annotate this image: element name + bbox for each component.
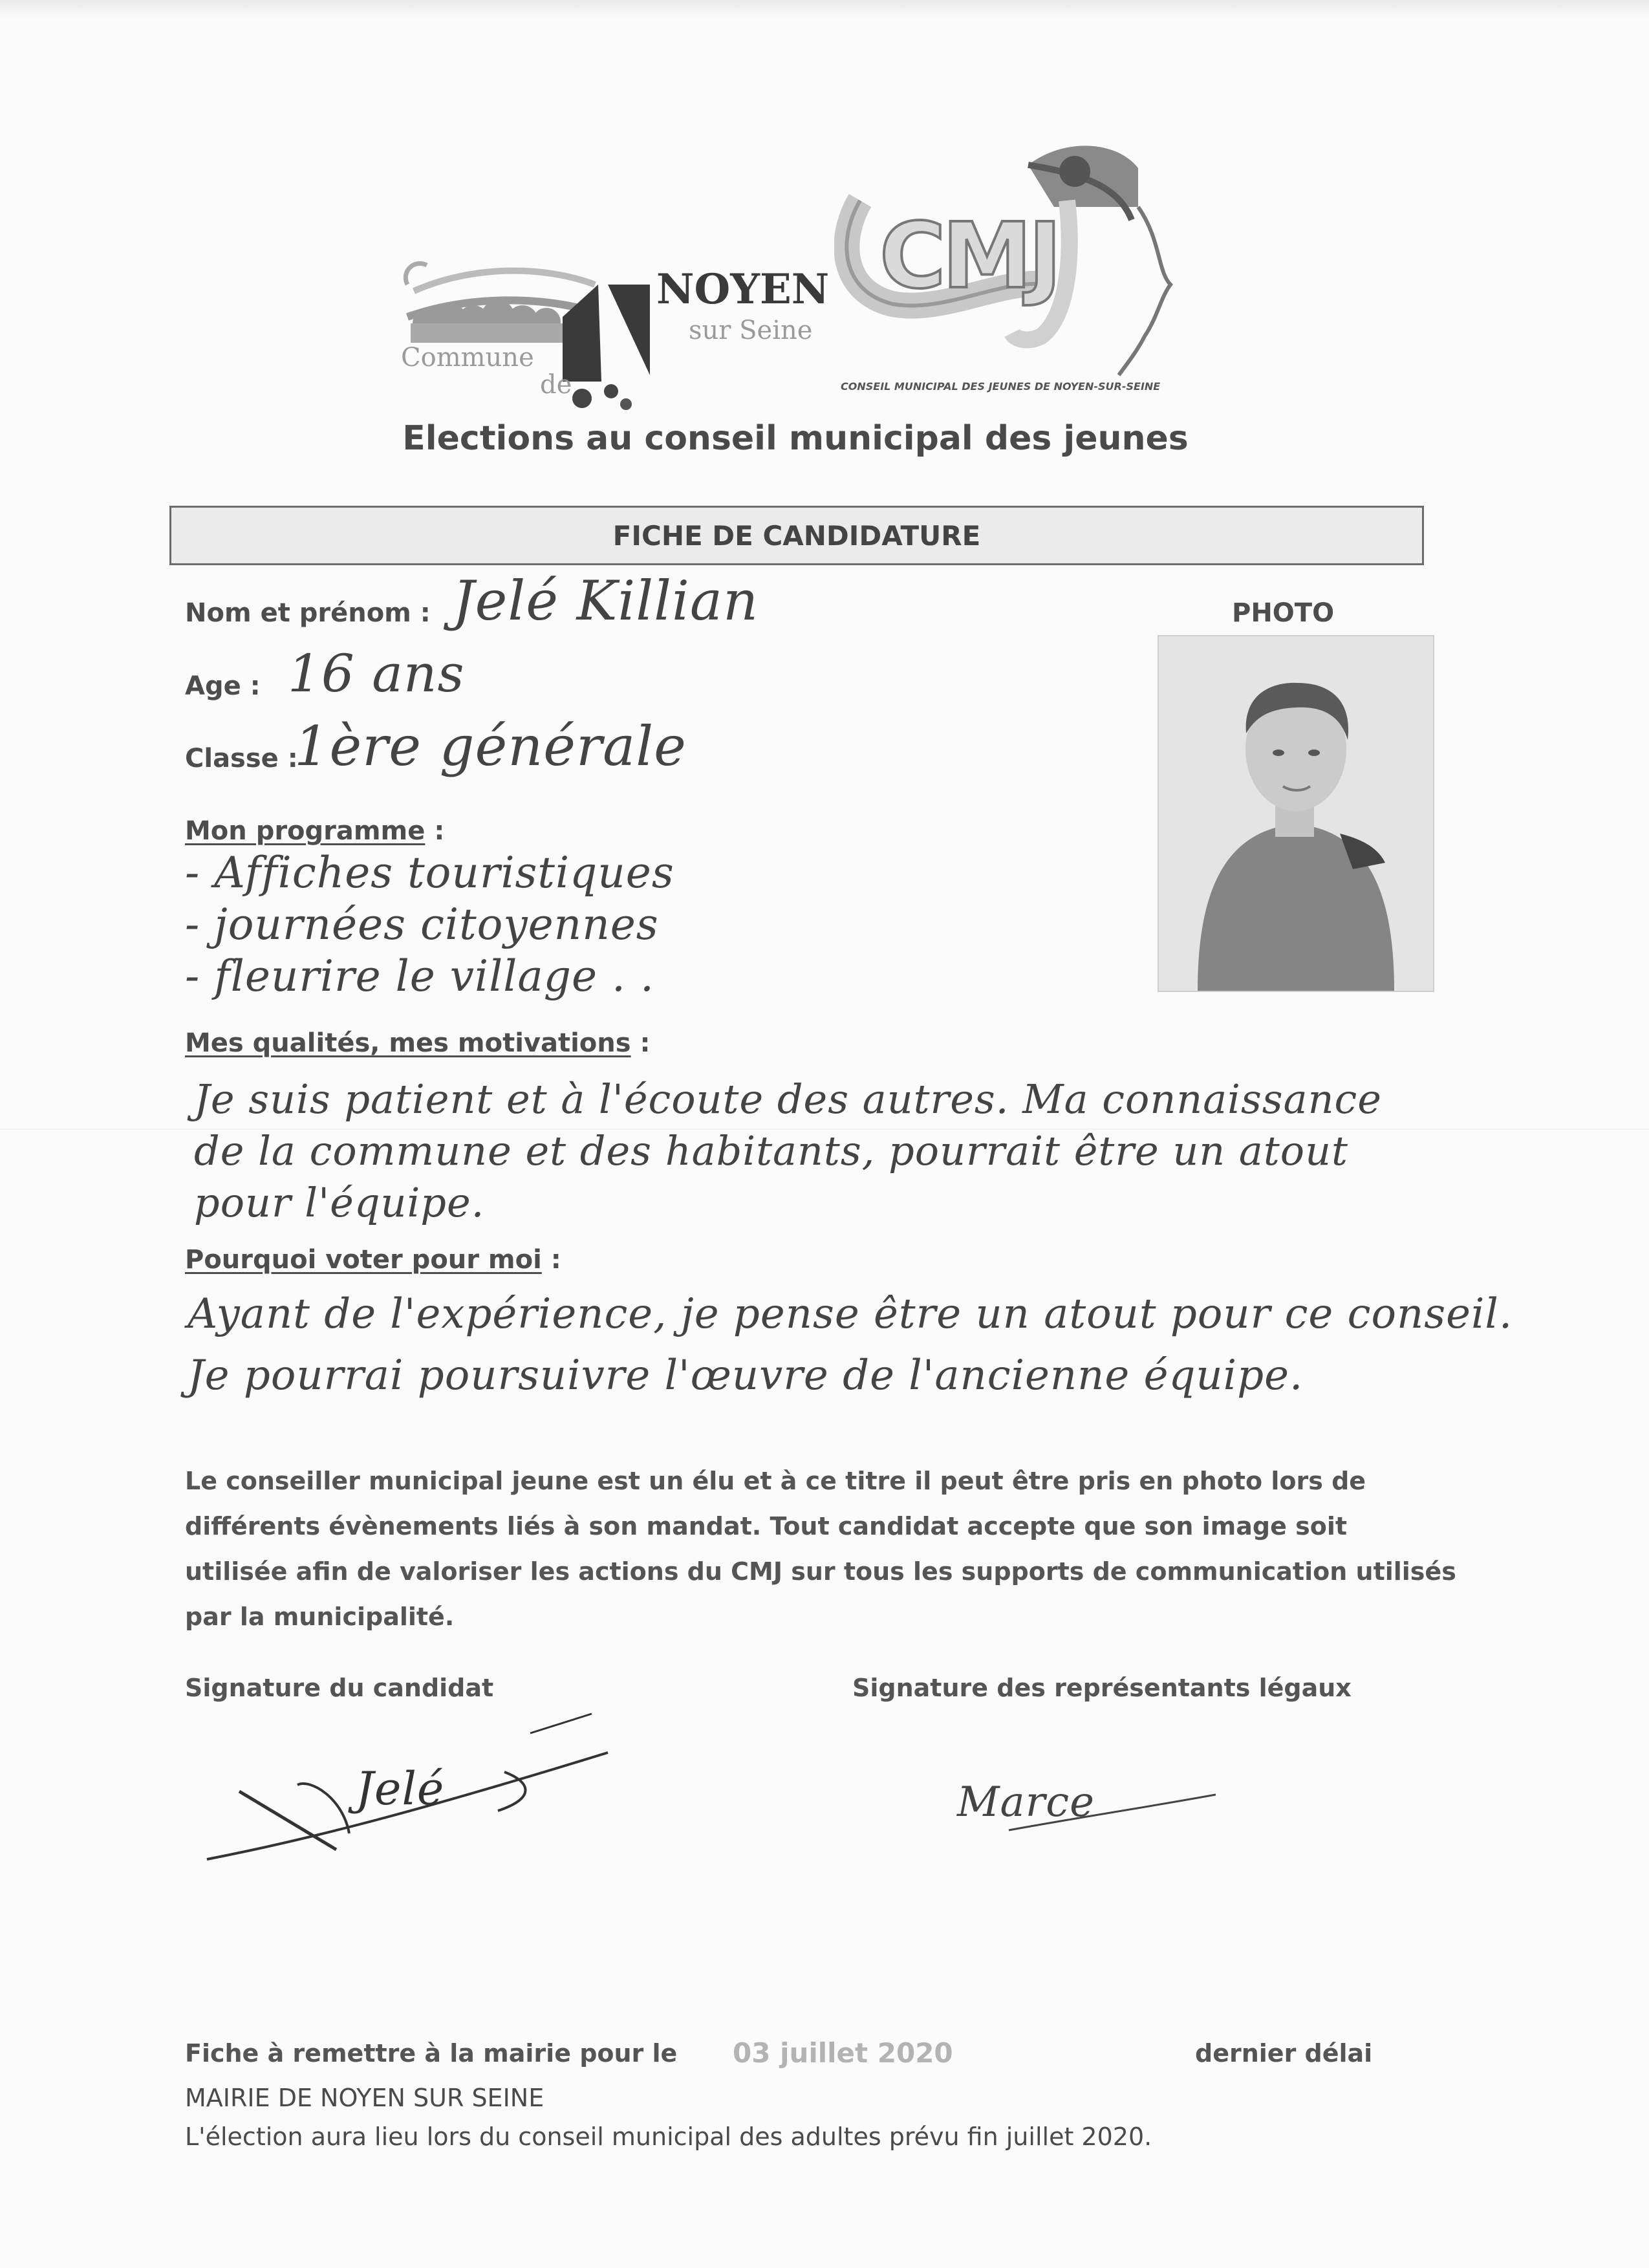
why-label: Pourquoi voter pour moi — [185, 1245, 542, 1275]
cmj-logo — [834, 129, 1196, 414]
candidate-photo-portrait — [1159, 636, 1433, 991]
program-colon: : — [434, 816, 445, 846]
notice-line: Le conseiller municipal jeune est un élu et à ce titre il peut être pris en photo lors de — [185, 1467, 1366, 1495]
name-value: Jelé Killian — [453, 569, 759, 632]
notice-line: utilisée afin de valoriser les actions du CMJ sur tous les supports de communication utilisés — [185, 1557, 1456, 1586]
candidate-photo — [1158, 635, 1434, 992]
qualities-line: Je suis patient et à l'écoute des autres. Ma connaissance — [194, 1075, 1382, 1123]
program-item: - journées citoyennes — [185, 900, 659, 949]
qualities-line: pour l'équipe. — [194, 1179, 485, 1226]
commune-logo-sur-seine: sur Seine — [689, 316, 813, 345]
form-title-box — [169, 506, 1424, 565]
commune-logo-de: de — [540, 370, 572, 400]
cmj-logo-tagline: CONSEIL MUNICIPAL DES JEUNES DE NOYEN-SUR-SEINE — [841, 380, 1161, 393]
class-label: Classe : — [185, 744, 298, 773]
class-value: 1ère générale — [294, 715, 687, 778]
why-heading — [185, 1245, 561, 1275]
qualities-label: Mes qualités, mes motivations — [185, 1028, 631, 1058]
qualities-text — [194, 1074, 1382, 1229]
image-rights-notice — [185, 1458, 1456, 1639]
deadline-date: 03 juillet 2020 — [733, 2037, 953, 2069]
name-label: Nom et prénom : — [185, 598, 431, 628]
program-label: Mon programme — [185, 816, 426, 846]
deadline-suffix: dernier délai — [1195, 2039, 1373, 2068]
legal-signature-label: Signature des représentants légaux — [852, 1674, 1352, 1702]
qualities-colon: : — [640, 1028, 651, 1058]
why-colon: : — [550, 1245, 561, 1275]
notice-line: par la municipalité. — [185, 1603, 455, 1631]
age-label: Age : — [185, 671, 261, 701]
candidate-signature-text: Jelé — [356, 1762, 445, 1815]
why-line: Je pourrai poursuivre l'œuvre de l'ancienne équipe. — [188, 1352, 1304, 1399]
candidate-signature-label: Signature du candidat — [185, 1674, 494, 1702]
legal-signature — [951, 1759, 1222, 1850]
program-item: - Affiches touristiques — [185, 848, 674, 898]
notice-line: différents évènements liés à son mandat. Tout candidat accepte que son image soit — [185, 1512, 1348, 1540]
candidate-signature — [194, 1707, 614, 1882]
program-list — [185, 847, 674, 1002]
page-title: Elections au conseil municipal des jeunes — [402, 419, 1189, 458]
page-edge — [0, 0, 1649, 18]
commune-logo-noyen: NOYEN — [656, 265, 830, 314]
qualities-line: de la commune et des habitants, pourrait être un atout — [194, 1127, 1348, 1174]
deadline-prefix: Fiche à remettre à la mairie pour le — [185, 2039, 678, 2068]
why-text — [188, 1284, 1513, 1407]
commune-logo — [394, 246, 830, 420]
mairie-name: MAIRIE DE NOYEN SUR SEINE — [185, 2084, 544, 2112]
age-value: 16 ans — [288, 643, 465, 704]
program-item: - fleurire le village . . — [185, 951, 654, 1001]
qualities-heading — [185, 1028, 651, 1058]
program-heading — [185, 816, 444, 846]
photo-label: PHOTO — [1232, 598, 1335, 628]
election-info: L'élection aura lieu lors du conseil municipal des adultes prévu fin juillet 2020. — [185, 2122, 1152, 2151]
form-title: FICHE DE CANDIDATURE — [612, 519, 981, 552]
why-line: Ayant de l'expérience, je pense être un atout pour ce conseil. — [188, 1290, 1513, 1338]
legal-signature-text: Marce — [957, 1778, 1095, 1826]
cmj-logo-letters: CMJ — [879, 204, 1059, 309]
commune-logo-commune: Commune — [401, 343, 534, 373]
